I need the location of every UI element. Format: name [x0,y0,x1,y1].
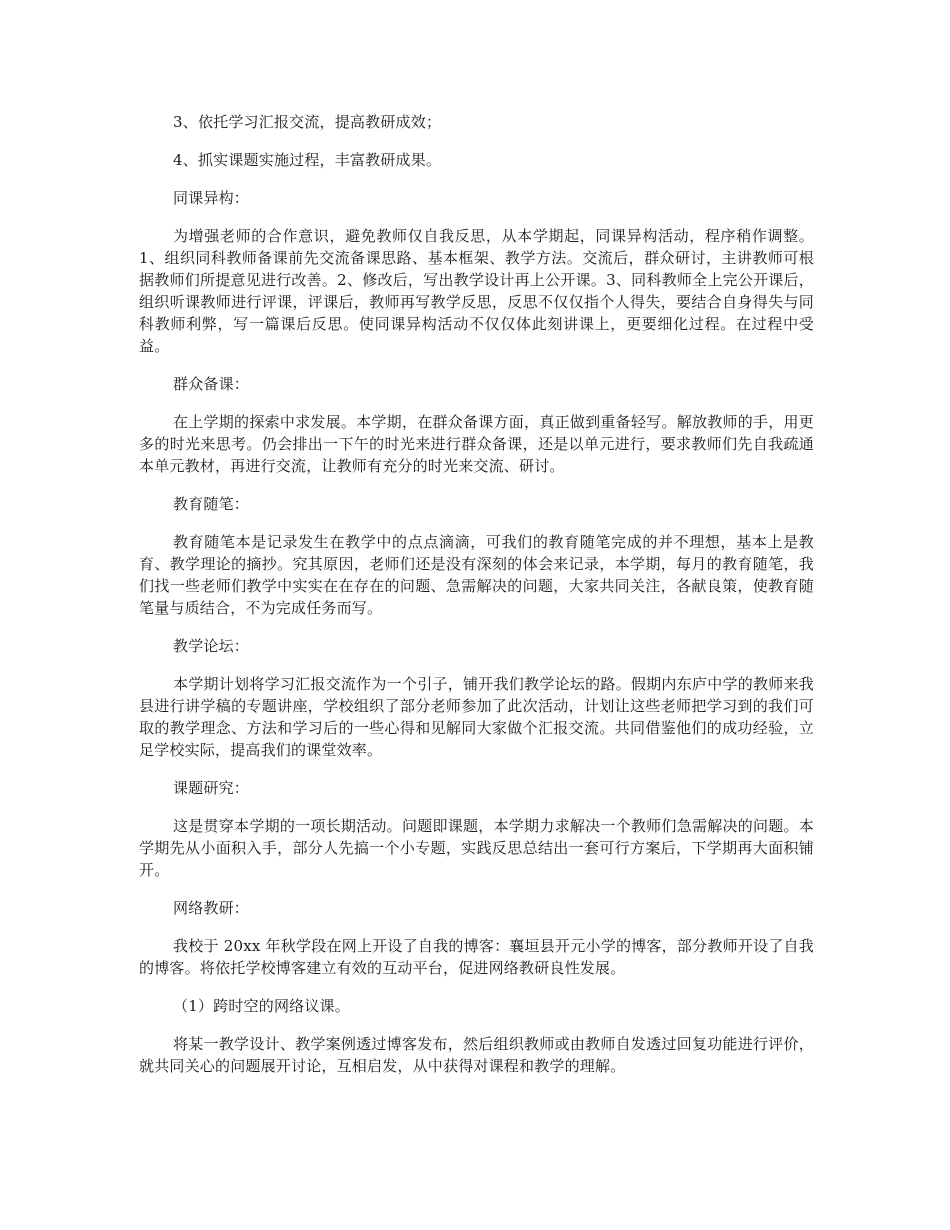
paragraph-online-discussion: 将某一教学设计、教学案例透过博客发布，然后组织教师或由教师自发透过回复功能进行评价，就共同关心的问题展开讨论，互相启发，从中获得对课程和教学的理解。 [139,1035,814,1075]
paragraph-online: 我校于 20xx 年秋学段在网上开设了自我的博客：襄垣县开元小学的博客，部分教师开设了自我的博客。将依托学校博客建立有效的互动平台，促进网络教研良性发展。 [139,937,814,977]
section-heading-research: 课题研究： [173,779,250,797]
section-heading-group-prep: 群众备课： [173,375,250,393]
paragraph-research: 这是贯穿本学期的一项长期活动。问题即课题，本学期力求解决一个教师们急需解决的问题。本学期先从小面积入手，部分人先搞一个小专题，实践反思总结出一套可行方案后，下学期再大面积铺开。 [139,817,814,879]
list-item-4: 4、抓实课题实施过程，丰富教研成果。 [173,151,442,169]
paragraph-essays: 教育随笔本是记录发生在教学中的点点滴滴，可我们的教育随笔完成的并不理想，基本上是教育、教学理论的摘抄。究其原因，老师们还是没有深刻的体会来记录，本学期，每月的教育随笔，我们找一些老师们教学中实实在在存在的问题、急需解决的问题，大家共同关注，各献良策，使教育随笔量与质结合，不为完成任务而写。 [139,533,814,617]
subsection-heading-online-discussion: （1）跨时空的网络议课。 [173,997,350,1015]
section-heading-essays: 教育随笔： [173,495,250,513]
section-heading-online: 网络教研： [173,899,250,917]
paragraph-group-prep: 在上学期的探索中求发展。本学期，在群众备课方面，真正做到重备轻写。解放教师的手，用更多的时光来思考。仍会排出一下午的时光来进行群众备课，还是以单元进行，要求教师们先自我疏通本单元教材，再进行交流，让教师有充分的时光来交流、研讨。 [139,413,814,475]
document-body [139,111,814,1093]
paragraph-same-lesson: 为增强老师的合作意识，避免教师仅自我反思，从本学期起，同课异构活动，程序稍作调整。1、组织同科教师备课前先交流备课思路、基本框架、教学方法。交流后，群众研讨，主讲教师可根据教师们所提意见进行改善。2、修改后，写出教学设计再上公开课。3、同科教师全上完公开课后，组织听课教师进行评课，评课后，教师再写教学反思，反思不仅仅指个人得失，要结合自身得失与同科教师利弊，写一篇课后反思。使同课异构活动不仅仅体此刻讲课上，更要细化过程。在过程中受益。 [139,227,814,355]
list-item-3: 3、依托学习汇报交流，提高教研成效； [173,113,442,131]
section-heading-same-lesson: 同课异构： [173,189,250,207]
section-heading-forum: 教学论坛： [173,637,250,655]
paragraph-forum: 本学期计划将学习汇报交流作为一个引子，铺开我们教学论坛的路。假期内东庐中学的教师来我县进行讲学稿的专题讲座，学校组织了部分老师参加了此次活动，计划让这些老师把学习到的我们可取的教学理念、方法和学习后的一些心得和见解同大家做个汇报交流。共同借鉴他们的成功经验，立足学校实际，提高我们的课堂效率。 [139,675,814,759]
